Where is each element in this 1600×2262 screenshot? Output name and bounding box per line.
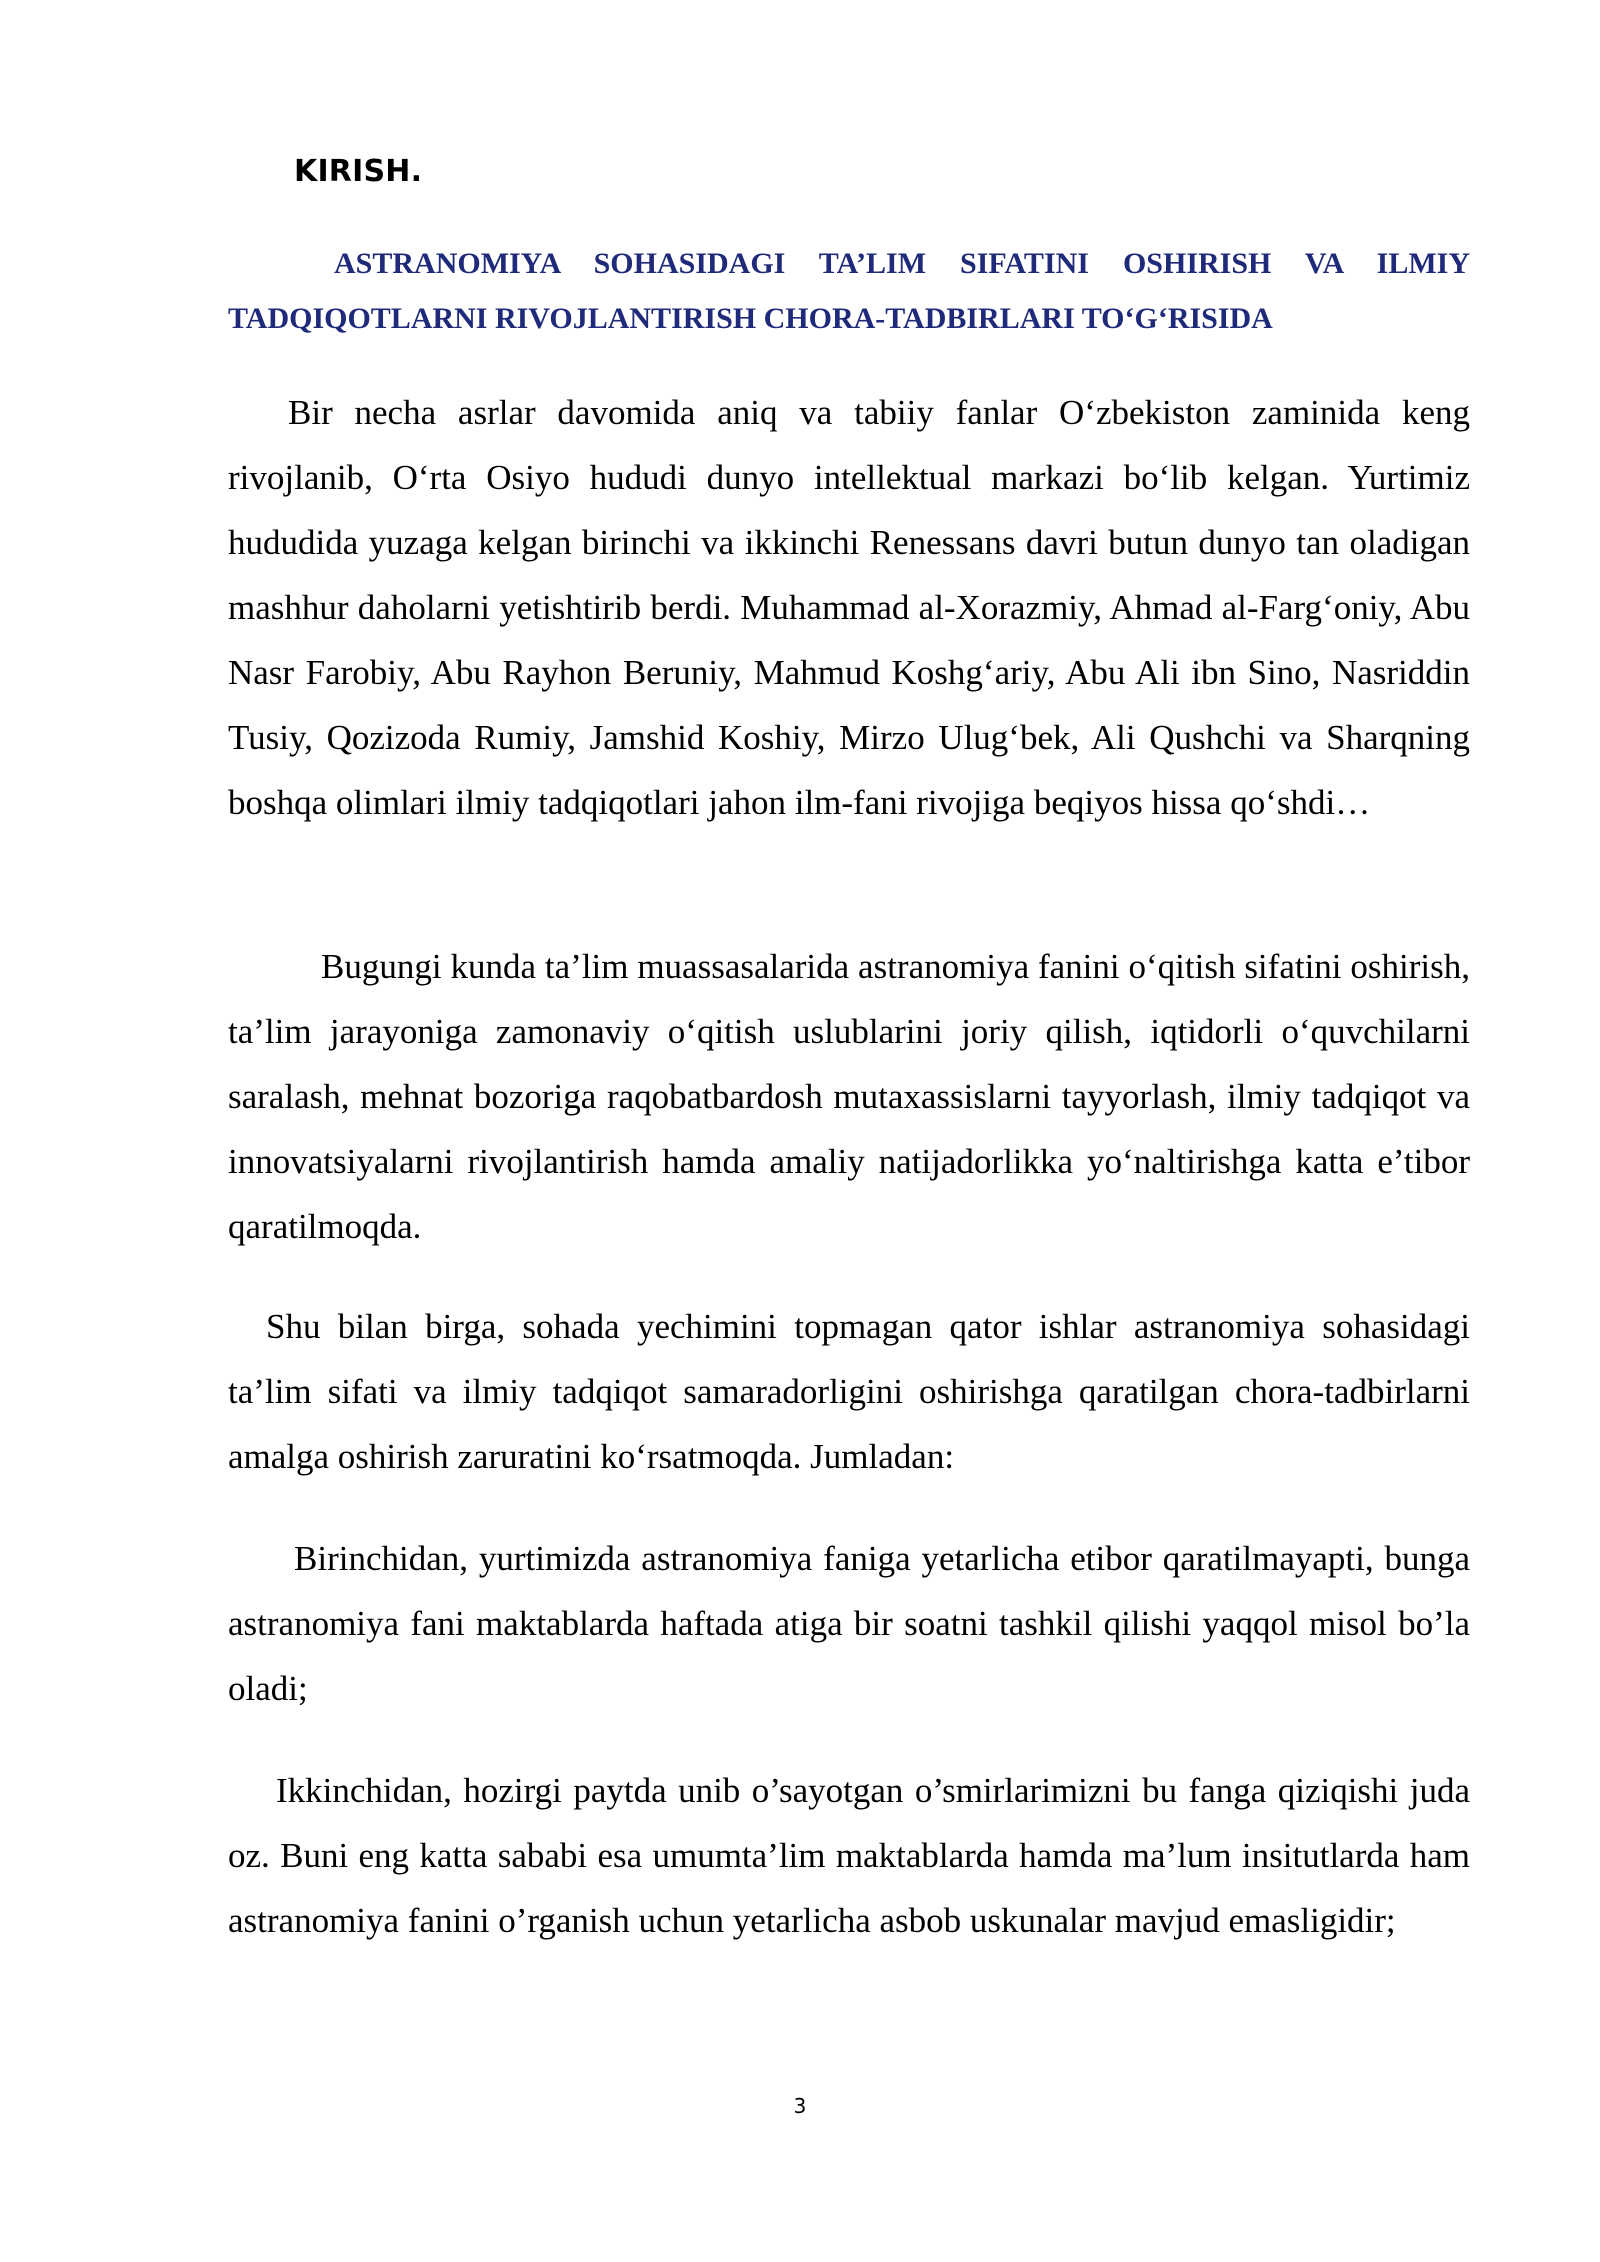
paragraph-unresolved-issues: Shu bilan birga, sohada yechimini topmagan qator ishlar astranomiya sohasidagi ta’lim sifati va ilmiy tadqiqot samaradorligini oshirishga qaratilgan chora-tadbirlarni amalga oshirish zaruratini ko‘rsatmoqda. Jumladan: (228, 1307, 1470, 1476)
section-heading: KIRISH. (294, 154, 423, 189)
paragraph-education-focus: Bugungi kunda ta’lim muassasalarida astranomiya fanini o‘qitish sifatini oshirish, ta’lim jarayoniga zamonaviy o‘qitish uslublarini joriy qilish, iqtidorli o‘quvchilarni saralash, mehnat bozoriga raqobatbardosh mutaxassislarni tayyorlash, ilmiy tadqiqot va innovatsiyalarni rivojlantirish hamda amaliy natijadorlikka yo‘naltirishga katta e’tibor qaratilmoqda. (228, 947, 1470, 1246)
paragraph-history: Bir necha asrlar davomida aniq va tabiiy fanlar O‘zbekiston zaminida keng rivojlanib, O‘rta Osiyo hududi dunyo intellektual markazi bo‘lib kelgan. Yurtimiz hududida yuzaga kelgan birinchi va ikkinchi Renessans davri butun dunyo tan oladigan mashhur daholarni yetishtirib berdi. Muhammad al-Xorazmiy, Ahmad al-Farg‘oniy, Abu Nasr Farobiy, Abu Rayhon Beruniy, Mahmud Koshg‘ariy, Abu Ali ibn Sino, Nasriddin Tusiy, Qozizoda Rumiy, Jamshid Koshiy, Mirzo Ulug‘bek, Ali Qushchi va Sharqning boshqa olimlari ilmiy tadqiqotlari jahon ilm-fani rivojiga beqiyos hissa qo‘shdi… (228, 393, 1470, 822)
paragraph-second-point: Ikkinchidan, hozirgi paytda unib o’sayotgan o’smirlarimizni bu fanga qiziqishi juda oz. Buni eng katta sababi esa umumta’lim maktablarda hamda ma’lum insitutlarda ham astranomiya fanini o’rganish uchun yetarlicha asbob uskunalar mavjud emasligidir; (228, 1771, 1470, 1940)
decree-title: ASTRANOMIYA SOHASIDAGI TA’LIM SIFATINI OSHIRISH VA ILMIY TADQIQOTLARNI RIVOJLANTIRISH CHORA-TADBIRLARI TO‘G‘RISIDA (228, 247, 1470, 335)
paragraph-first-point: Birinchidan, yurtimizda astranomiya faniga yetarlicha etibor qaratilmayapti, bunga astranomiya fani maktablarda haftada atiga bir soatni tashkil qilishi yaqqol misol bo’la oladi; (228, 1539, 1470, 1708)
page-number: 3 (793, 2094, 807, 2118)
